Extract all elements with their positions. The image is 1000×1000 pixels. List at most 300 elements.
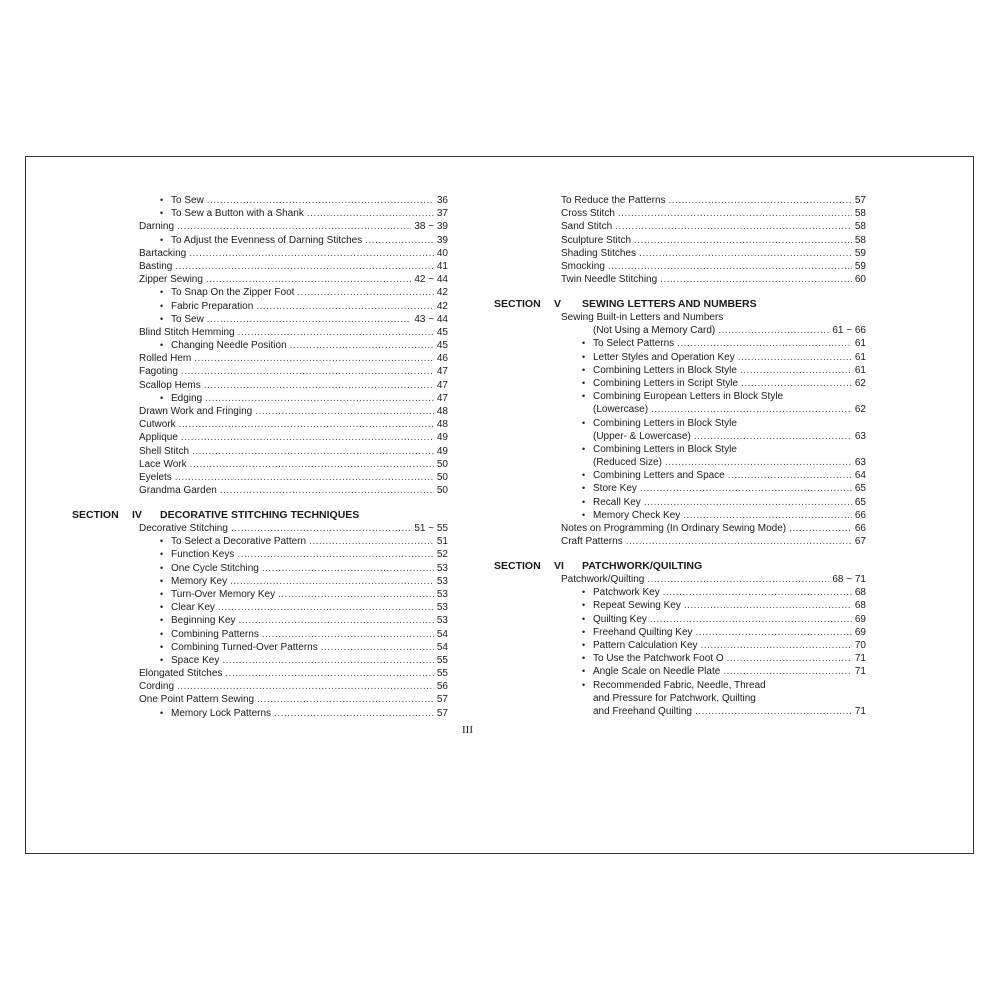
bullet-icon: •	[160, 588, 164, 599]
toc-entry-page: 58	[854, 234, 866, 246]
dot-leader	[644, 496, 852, 509]
toc-entry-title: To Sew	[171, 195, 204, 206]
toc-entry-title: To Select Patterns	[593, 338, 675, 350]
toc-entry	[494, 573, 866, 586]
toc-entry	[72, 300, 448, 313]
toc-entry	[494, 430, 866, 443]
toc-entry-page: 54	[436, 628, 448, 640]
dot-leader	[365, 234, 434, 247]
dot-leader	[684, 599, 852, 612]
dot-leader	[626, 535, 852, 548]
toc-entry-title: Fabric Preparation	[171, 300, 254, 312]
toc-entry-title: Cutwork	[139, 419, 176, 431]
toc-entry	[494, 586, 866, 599]
toc-entry-page: 47	[436, 366, 448, 378]
dot-leader	[218, 601, 434, 614]
toc-entry-page: 45	[436, 326, 448, 338]
toc-entry	[494, 443, 866, 456]
toc-entry-page: 58	[854, 208, 866, 220]
dot-leader	[194, 352, 434, 365]
dot-leader	[175, 260, 434, 273]
toc-entry	[72, 392, 448, 405]
bullet-icon: •	[582, 417, 586, 428]
toc-entry-title: Letter Styles and Operation Key	[593, 351, 735, 363]
dot-leader	[321, 641, 434, 654]
toc-entry-title: Repeat Sewing Key	[593, 600, 681, 612]
toc-entry	[72, 365, 448, 378]
toc-entry-title: Combining Letters in Block Style	[593, 417, 737, 429]
dot-leader	[683, 509, 852, 522]
toc-group-right-a	[494, 194, 866, 286]
toc-entry-page: 68	[854, 600, 866, 612]
dot-leader	[177, 680, 434, 693]
toc-entry	[494, 364, 866, 377]
toc-entry-title: Elongated Stitches	[139, 668, 223, 680]
toc-entry-title: Beginning Key	[171, 615, 236, 627]
toc-entry	[72, 693, 448, 706]
toc-entry-title: Combining European Letters in Block Style	[593, 391, 784, 403]
dot-leader	[309, 535, 434, 548]
toc-entry-page: 39	[436, 234, 448, 246]
toc-entry	[72, 194, 448, 207]
bullet-icon: •	[160, 392, 164, 403]
dot-leader	[741, 377, 852, 390]
toc-entry-page: 64	[854, 470, 866, 482]
toc-entry-title: (Not Using a Memory Card)	[593, 325, 716, 337]
toc-entry	[494, 260, 866, 273]
toc-entry-title: Smocking	[561, 260, 605, 272]
dot-leader	[669, 194, 852, 207]
section-label: SECTION	[494, 559, 541, 572]
toc-entry-page: 63	[854, 457, 866, 469]
dot-leader	[181, 431, 434, 444]
toc-entry	[72, 273, 448, 286]
toc-entry-title: Combining Patterns	[171, 628, 259, 640]
toc-entry-title: Angle Scale on Needle Plate	[593, 666, 721, 678]
bullet-icon: •	[160, 602, 164, 613]
toc-entry-page: 48	[436, 406, 448, 417]
toc-entry-page: 70	[854, 640, 866, 651]
toc-entry	[72, 260, 448, 273]
toc-entry-title: and Freehand Quilting	[593, 705, 692, 717]
toc-entry-title: To Select a Decorative Pattern	[171, 536, 307, 548]
toc-entry-title: Quilting Key	[593, 613, 647, 625]
toc-entry-page: 62	[854, 404, 866, 416]
dot-leader	[207, 194, 434, 207]
section-title: PATCHWORK/QUILTING	[582, 559, 703, 572]
toc-entry-title: Combining Letters in Script Style	[593, 377, 739, 389]
bullet-icon: •	[582, 640, 586, 650]
toc-right-column	[494, 194, 866, 718]
toc-entry	[72, 588, 448, 601]
toc-entry-title: Basting	[139, 260, 173, 272]
toc-entry-title: Bartacking	[139, 247, 187, 259]
toc-entry-page: 50	[436, 458, 448, 470]
dot-leader	[207, 313, 412, 326]
section-label: SECTION	[494, 297, 541, 310]
dot-leader	[256, 300, 434, 313]
toc-entry-page: 53	[436, 602, 448, 614]
section-heading-iv	[72, 509, 448, 522]
toc-entry	[494, 626, 866, 639]
toc-entry-title: Shading Stitches	[561, 247, 637, 259]
toc-entry-title: Edging	[171, 392, 203, 404]
toc-entry	[72, 641, 448, 654]
toc-entry	[494, 273, 866, 286]
bullet-icon: •	[582, 613, 586, 624]
toc-entry	[494, 220, 866, 233]
toc-entry-page: 42 ~ 44	[414, 274, 448, 286]
toc-entry	[494, 403, 866, 416]
toc-entry-page: 49	[436, 445, 448, 457]
toc-entry-page: 57	[436, 707, 448, 719]
toc-entry	[72, 458, 448, 471]
bullet-icon: •	[582, 626, 586, 637]
toc-entry	[494, 247, 866, 260]
toc-entry	[494, 509, 866, 522]
toc-entry-title: Drawn Work and Fringing	[139, 406, 253, 417]
dot-leader	[181, 365, 434, 378]
dot-leader	[634, 234, 852, 247]
toc-entry	[494, 207, 866, 220]
toc-entry-title: Scallop Hems	[139, 379, 201, 391]
toc-entry	[72, 445, 448, 458]
toc-entry	[72, 667, 448, 680]
dot-leader	[290, 339, 434, 352]
toc-entry-page: 66	[854, 523, 866, 534]
bullet-icon: •	[582, 338, 586, 349]
toc-entry-page: 40	[436, 247, 448, 259]
toc-entry	[72, 326, 448, 339]
toc-entry-page: 46	[436, 353, 448, 365]
dot-leader	[189, 247, 434, 260]
toc-entry-page: 61	[854, 364, 866, 376]
toc-entry-title: Sewing Built-in Letters and Numbers	[561, 312, 724, 323]
bullet-icon: •	[582, 666, 586, 677]
toc-entry	[494, 377, 866, 390]
toc-entry-title: Recommended Fabric, Needle, Thread	[593, 679, 766, 691]
toc-entry-page: 37	[436, 208, 448, 220]
toc-entry-page: 51 ~ 55	[414, 523, 448, 534]
dot-leader	[262, 562, 434, 575]
toc-entry-title: Patchwork Key	[593, 587, 660, 599]
bullet-icon: •	[160, 615, 164, 626]
toc-entry-page: 57	[436, 694, 448, 706]
toc-entry-page: 47	[436, 379, 448, 391]
toc-entry-page: 55	[436, 668, 448, 680]
toc-entry-page: 71	[854, 705, 866, 717]
toc-entry	[72, 471, 448, 484]
bullet-icon: •	[160, 562, 164, 573]
toc-entry-page: 61	[854, 351, 866, 363]
toc-entry-title: Notes on Programming (In Ordinary Sewing Mode)	[561, 523, 787, 534]
bullet-icon: •	[160, 300, 164, 311]
toc-entry-page: 42	[436, 300, 448, 312]
toc-entry	[72, 286, 448, 299]
dot-leader	[179, 418, 434, 431]
toc-entry-title: Turn-Over Memory Key	[171, 588, 276, 600]
toc-entry	[72, 548, 448, 561]
section-label: SECTION	[72, 508, 119, 521]
dot-leader	[723, 665, 852, 678]
toc-entry	[72, 379, 448, 392]
toc-entry-title: Combining Turned-Over Patterns	[171, 641, 318, 653]
dot-leader	[647, 573, 829, 586]
toc-entry	[72, 405, 448, 418]
toc-entry	[72, 680, 448, 693]
page-number: III	[462, 724, 473, 736]
toc-entry-title: Function Keys	[171, 549, 235, 561]
dot-leader	[677, 337, 852, 350]
toc-entry-page: 67	[854, 536, 866, 548]
toc-entry	[72, 352, 448, 365]
toc-entry	[494, 613, 866, 626]
section-heading-vi	[494, 560, 866, 573]
toc-entry	[494, 639, 866, 652]
toc-entry-page: 53	[436, 575, 448, 587]
toc-entry	[72, 484, 448, 497]
toc-entry	[494, 599, 866, 612]
toc-entry	[494, 311, 866, 324]
toc-entry-title: (Reduced Size)	[593, 457, 662, 469]
dot-leader	[238, 326, 434, 339]
bullet-icon: •	[582, 483, 586, 494]
toc-entry-title: Darning	[139, 221, 175, 233]
toc-entry	[494, 535, 866, 548]
toc-entry-page: 66	[854, 509, 866, 521]
bullet-icon: •	[582, 587, 586, 598]
section-title: DECORATIVE STITCHING TECHNIQUES	[160, 508, 360, 521]
toc-entry	[494, 194, 866, 207]
dot-leader	[650, 613, 852, 626]
section-title: SEWING LETTERS AND NUMBERS	[582, 297, 757, 310]
toc-entry-page: 43 ~ 44	[414, 313, 448, 325]
dot-leader	[225, 667, 433, 680]
toc-entry-title: To Sew	[171, 313, 204, 325]
section-number: VI	[554, 559, 564, 572]
toc-entry-page: 71	[854, 666, 866, 678]
toc-entry	[72, 535, 448, 548]
section-number: IV	[132, 508, 142, 521]
bullet-icon: •	[160, 549, 164, 560]
toc-entry	[72, 614, 448, 627]
dot-leader	[230, 575, 434, 588]
toc-entry-title: To Reduce the Patterns	[561, 195, 666, 206]
dot-leader	[205, 392, 434, 405]
bullet-icon: •	[160, 536, 164, 547]
toc-entry-title: Changing Needle Position	[171, 340, 287, 352]
toc-entry	[72, 313, 448, 326]
toc-entry-title: Space Key	[171, 654, 220, 666]
toc-entry-title: Recall Key	[593, 496, 641, 508]
toc-entry	[72, 654, 448, 667]
toc-entry	[72, 431, 448, 444]
dot-leader	[239, 614, 434, 627]
toc-entry	[494, 469, 866, 482]
toc-entry-page: 69	[854, 626, 866, 638]
dot-leader	[694, 430, 852, 443]
toc-entry-title: Memory Check Key	[593, 509, 681, 521]
toc-entry-page: 53	[436, 615, 448, 627]
toc-entry-page: 36	[436, 195, 448, 206]
toc-entry-title: Fagoting	[139, 366, 178, 378]
dot-leader	[740, 364, 852, 377]
section-number: V	[554, 297, 562, 310]
toc-entry-title: Patchwork/Quilting	[561, 574, 645, 586]
toc-entry-page: 68 ~ 71	[832, 574, 866, 586]
toc-entry-title: One Cycle Stitching	[171, 562, 259, 574]
dot-leader	[789, 522, 852, 535]
toc-entry	[72, 707, 448, 720]
toc-entry-title: To Use the Patchwork Foot O	[593, 653, 724, 665]
dot-leader	[738, 351, 852, 364]
toc-entry-page: 68	[854, 587, 866, 599]
toc-entry	[72, 234, 448, 247]
dot-leader	[190, 458, 434, 471]
toc-entry-title: Craft Patterns	[561, 536, 623, 548]
dot-leader	[204, 379, 434, 392]
dot-leader	[701, 639, 852, 652]
toc-entry-title: (Upper- & Lowercase)	[593, 430, 691, 442]
toc-entry-title: Freehand Quilting Key	[593, 626, 693, 638]
toc-entry-page: 54	[436, 641, 448, 653]
dot-leader	[262, 628, 434, 641]
dot-leader	[307, 207, 434, 220]
bullet-icon: •	[582, 443, 586, 454]
toc-entry-page: 59	[854, 247, 866, 259]
dot-leader	[206, 273, 411, 286]
dot-leader	[255, 405, 434, 418]
dot-leader	[192, 445, 434, 458]
toc-entry-title: To Sew a Button with a Shank	[171, 208, 304, 220]
toc-entry-title: Combining Letters in Block Style	[593, 443, 737, 455]
toc-group-left-b	[72, 522, 448, 720]
dot-leader	[727, 652, 852, 665]
toc-entry	[72, 575, 448, 588]
toc-entry-title: One Point Pattern Sewing	[139, 694, 255, 706]
toc-entry-page: 59	[854, 260, 866, 272]
toc-entry-page: 51	[436, 536, 448, 548]
toc-entry-title: Eyelets	[139, 471, 172, 483]
toc-entry-title: Rolled Hem	[139, 353, 192, 365]
toc-group-left-a	[72, 194, 448, 497]
dot-leader	[297, 286, 433, 299]
toc-entry-page: 69	[854, 613, 866, 625]
bullet-icon: •	[582, 391, 586, 402]
dot-leader	[639, 247, 852, 260]
bullet-icon: •	[160, 575, 164, 586]
toc-entry	[72, 207, 448, 220]
toc-group-right-c	[494, 573, 866, 718]
toc-entry	[494, 417, 866, 430]
toc-entry	[494, 652, 866, 665]
toc-entry-page: 65	[854, 496, 866, 508]
dot-leader	[695, 705, 852, 718]
bullet-icon: •	[582, 600, 586, 611]
toc-entry-title: Sculpture Stitch	[561, 234, 632, 246]
dot-leader	[222, 654, 434, 667]
dot-leader	[274, 707, 434, 720]
toc-entry	[72, 601, 448, 614]
toc-entry-title: Shell Stitch	[139, 445, 190, 457]
bullet-icon: •	[160, 208, 164, 219]
toc-entry-title: Applique	[139, 432, 178, 444]
toc-entry-page: 57	[854, 195, 866, 206]
dot-leader	[640, 482, 852, 495]
toc-entry-page: 47	[436, 392, 448, 404]
toc-entry	[494, 234, 866, 247]
bullet-icon: •	[582, 509, 586, 520]
toc-entry	[494, 522, 866, 535]
toc-entry	[72, 522, 448, 535]
toc-entry-title: Combining Letters and Space	[593, 470, 725, 482]
dot-leader	[608, 260, 852, 273]
toc-entry-page: 41	[436, 260, 448, 272]
toc-entry	[494, 679, 866, 692]
toc-entry	[494, 351, 866, 364]
toc-entry	[72, 339, 448, 352]
toc-entry-page: 38 ~ 39	[414, 221, 448, 233]
toc-entry	[494, 665, 866, 678]
dot-leader	[177, 220, 411, 233]
dot-leader	[660, 273, 852, 286]
dot-leader	[220, 484, 434, 497]
dot-leader	[728, 469, 852, 482]
bullet-icon: •	[582, 496, 586, 507]
toc-entry-title: Pattern Calculation Key	[593, 640, 698, 651]
bullet-icon: •	[160, 313, 164, 324]
toc-entry-page: 61 ~ 66	[832, 325, 866, 337]
toc-entry-title: To Adjust the Evenness of Darning Stitches	[171, 234, 363, 246]
toc-entry-title: Lace Work	[139, 458, 187, 470]
toc-entry-title: Twin Needle Stitching	[561, 274, 658, 286]
dot-leader	[696, 626, 852, 639]
toc-entry	[72, 562, 448, 575]
dot-leader	[278, 588, 434, 601]
bullet-icon: •	[160, 195, 164, 205]
toc-entry	[494, 456, 866, 469]
toc-entry-title: Decorative Stitching	[139, 523, 228, 534]
toc-group-right-b	[494, 311, 866, 548]
dot-leader	[237, 548, 434, 561]
toc-entry-page: 60	[854, 274, 866, 286]
dot-leader	[663, 586, 852, 599]
toc-entry-title: Memory Key	[171, 575, 228, 587]
bullet-icon: •	[160, 234, 164, 245]
toc-entry-page: 53	[436, 562, 448, 574]
bullet-icon: •	[582, 653, 586, 664]
toc-entry-page: 58	[854, 221, 866, 233]
toc-entry	[72, 628, 448, 641]
toc-left-column	[72, 194, 448, 720]
dot-leader	[175, 471, 434, 484]
toc-entry-page: 63	[854, 430, 866, 442]
dot-leader	[718, 324, 829, 337]
bullet-icon: •	[160, 287, 164, 298]
toc-entry-title: Clear Key	[171, 602, 215, 614]
toc-entry-title: Memory Lock Patterns	[171, 707, 272, 719]
toc-entry-page: 61	[854, 338, 866, 350]
bullet-icon: •	[582, 470, 586, 481]
toc-entry-page: 50	[436, 485, 448, 497]
toc-entry-page: 53	[436, 588, 448, 600]
toc-entry-page: 62	[854, 377, 866, 389]
toc-entry	[494, 337, 866, 350]
toc-entry-page: 71	[854, 653, 866, 665]
toc-entry-title: Sand Stitch	[561, 221, 613, 233]
toc-entry-title: To Snap On the Zipper Foot	[171, 287, 295, 299]
section-heading-v	[494, 298, 866, 311]
